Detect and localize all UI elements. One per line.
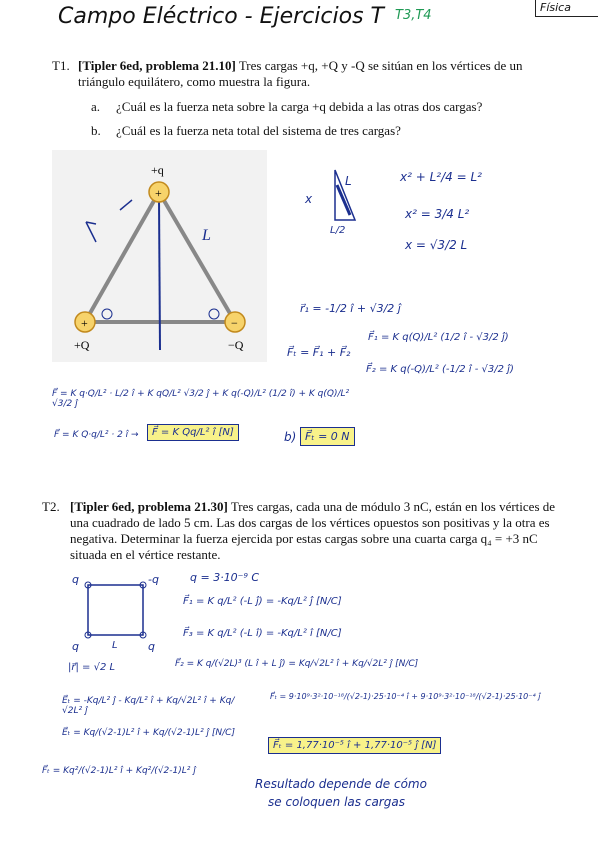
side-label-L: L bbox=[202, 227, 211, 244]
force-total-numeric: F⃗ₜ = 9·10⁹·3²·10⁻¹⁸/(√2-1)·25·10⁻⁴ î + 9·10⁹·3²·10⁻¹⁸/(√2-1)·25·10⁻⁴ ĵ bbox=[270, 692, 541, 701]
question-text: ¿Cuál es la fuerza neta total del sistema de tres cargas? bbox=[116, 123, 401, 138]
question-a bbox=[91, 99, 483, 115]
small-tri-L: L bbox=[345, 174, 352, 188]
force-1: F⃗₁ = K q/L² (-L ĵ) = -Kq/L² ĵ [N/C] bbox=[183, 596, 342, 607]
comment-line-1: Resultado depende de cómo bbox=[255, 777, 427, 791]
question-b bbox=[91, 123, 401, 139]
problem-t1-statement bbox=[52, 58, 552, 90]
problem-number: T2. bbox=[42, 499, 60, 514]
expanded-force-equation: F⃗ = K q·Q/L² · L/2 î + K qQ/L² √3/2 ĵ + K q(-Q)/L² (1/2 î) + K q(Q)/L² √3/2 ĵ bbox=[52, 389, 350, 409]
problem-reference: [Tipler 6ed, problema 21.30] bbox=[70, 499, 228, 514]
corner-label-bl: q bbox=[72, 640, 79, 653]
square bbox=[88, 585, 143, 635]
subject-label: Física bbox=[535, 0, 598, 17]
question-text: ¿Cuál es la fuerza neta sobre la carga +q debida a las otras dos cargas? bbox=[116, 99, 483, 114]
force-2: F⃗₂ = K q/(√2L)³ (L î + L ĵ) = Kq/√2L² î + Kq/√2L² ĵ [N/C] bbox=[175, 659, 419, 669]
label-top-charge: +q bbox=[151, 163, 164, 177]
problem-text: Tres cargas +q, +Q y -Q se sitúan en los vértices de un triángulo equilátero, como muestra la figura. bbox=[78, 58, 523, 89]
height-line bbox=[159, 198, 160, 350]
result-b-box: F⃗ₜ = 0 N bbox=[300, 427, 355, 446]
small-tri-half: L/2 bbox=[330, 225, 346, 236]
vector-r1: r⃗₁ = -1/2 î + √3/2 ĵ bbox=[300, 302, 401, 315]
result-b-label: b) bbox=[284, 430, 297, 444]
handwritten-tag: T3,T4 bbox=[395, 8, 432, 23]
equation-1: x² + L²/4 = L² bbox=[400, 170, 482, 184]
corner-label-tr: -q bbox=[148, 573, 159, 586]
force-total-result: F⃗ₜ = 1,77·10⁻⁵ î + 1,77·10⁻⁵ ĵ [N] bbox=[268, 737, 441, 754]
problem-text: Tres cargas, cada una de módulo 3 nC, están en los vértices de una cuadrado de lado 5 cm. Las dos cargas de los vértices opuestos son positivas y la otra es negativa. Determinar la fuerza ejercida por estas cargas sobre una cuarta carga q₄ = +3 nC situada en el vértice restante. bbox=[70, 499, 556, 562]
result-a-box: F⃗ = K Qq/L² î [N] bbox=[147, 424, 239, 441]
charge-sign: + bbox=[155, 186, 162, 200]
result-a-derivation: F⃗ = K Q·q/L² · 2 î → bbox=[54, 430, 139, 440]
corner-label-tl: q bbox=[72, 573, 79, 586]
charge-sign: − bbox=[231, 316, 238, 330]
comment-line-2: se coloquen las cargas bbox=[268, 795, 405, 809]
force-3: F⃗₃ = K q/L² (-L î) = -Kq/L² î [N/C] bbox=[183, 628, 342, 639]
question-label: b. bbox=[91, 123, 101, 138]
problem-t2-statement bbox=[42, 499, 558, 563]
equation-3: x = √3/2 L bbox=[405, 238, 468, 252]
force-sum: F⃗ₜ = F⃗₁ + F⃗₂ bbox=[287, 346, 351, 359]
small-tri-x: x bbox=[305, 192, 313, 206]
field-total: E⃗ₜ = -Kq/L² ĵ - Kq/L² î + Kq/√2L² î + Kq/√2L² ĵ bbox=[62, 696, 235, 716]
label-left-charge: +Q bbox=[74, 338, 90, 352]
problem-reference: [Tipler 6ed, problema 21.10] bbox=[78, 58, 236, 73]
problem-number: T1. bbox=[52, 58, 70, 73]
square-side-L: L bbox=[112, 640, 118, 651]
triangle-figure bbox=[52, 150, 267, 362]
force-F1: F⃗₁ = K q(Q)/L² (1/2 î - √3/2 ĵ) bbox=[368, 332, 509, 343]
question-label: a. bbox=[91, 99, 101, 114]
label-right-charge: −Q bbox=[228, 338, 244, 352]
charge-sign: + bbox=[81, 316, 88, 330]
handwritten-title: Campo Eléctrico - Ejercicios T bbox=[58, 4, 384, 29]
charge-value: q = 3·10⁻⁹ C bbox=[190, 571, 260, 584]
force-F2: F⃗₂ = K q(-Q)/L² (-1/2 î - √3/2 ĵ) bbox=[366, 364, 514, 375]
force-total-symbolic: F⃗ₜ = Kq²/(√2-1)L² î + Kq²/(√2-1)L² ĵ bbox=[42, 766, 196, 776]
equation-2: x² = 3/4 L² bbox=[405, 207, 470, 221]
diagonal-length: |r⃗| = √2 L bbox=[68, 662, 116, 673]
corner-label-br: q bbox=[148, 640, 155, 653]
field-simplified: E⃗ₜ = Kq/(√2-1)L² î + Kq/(√2-1)L² ĵ [N/C] bbox=[62, 728, 235, 738]
